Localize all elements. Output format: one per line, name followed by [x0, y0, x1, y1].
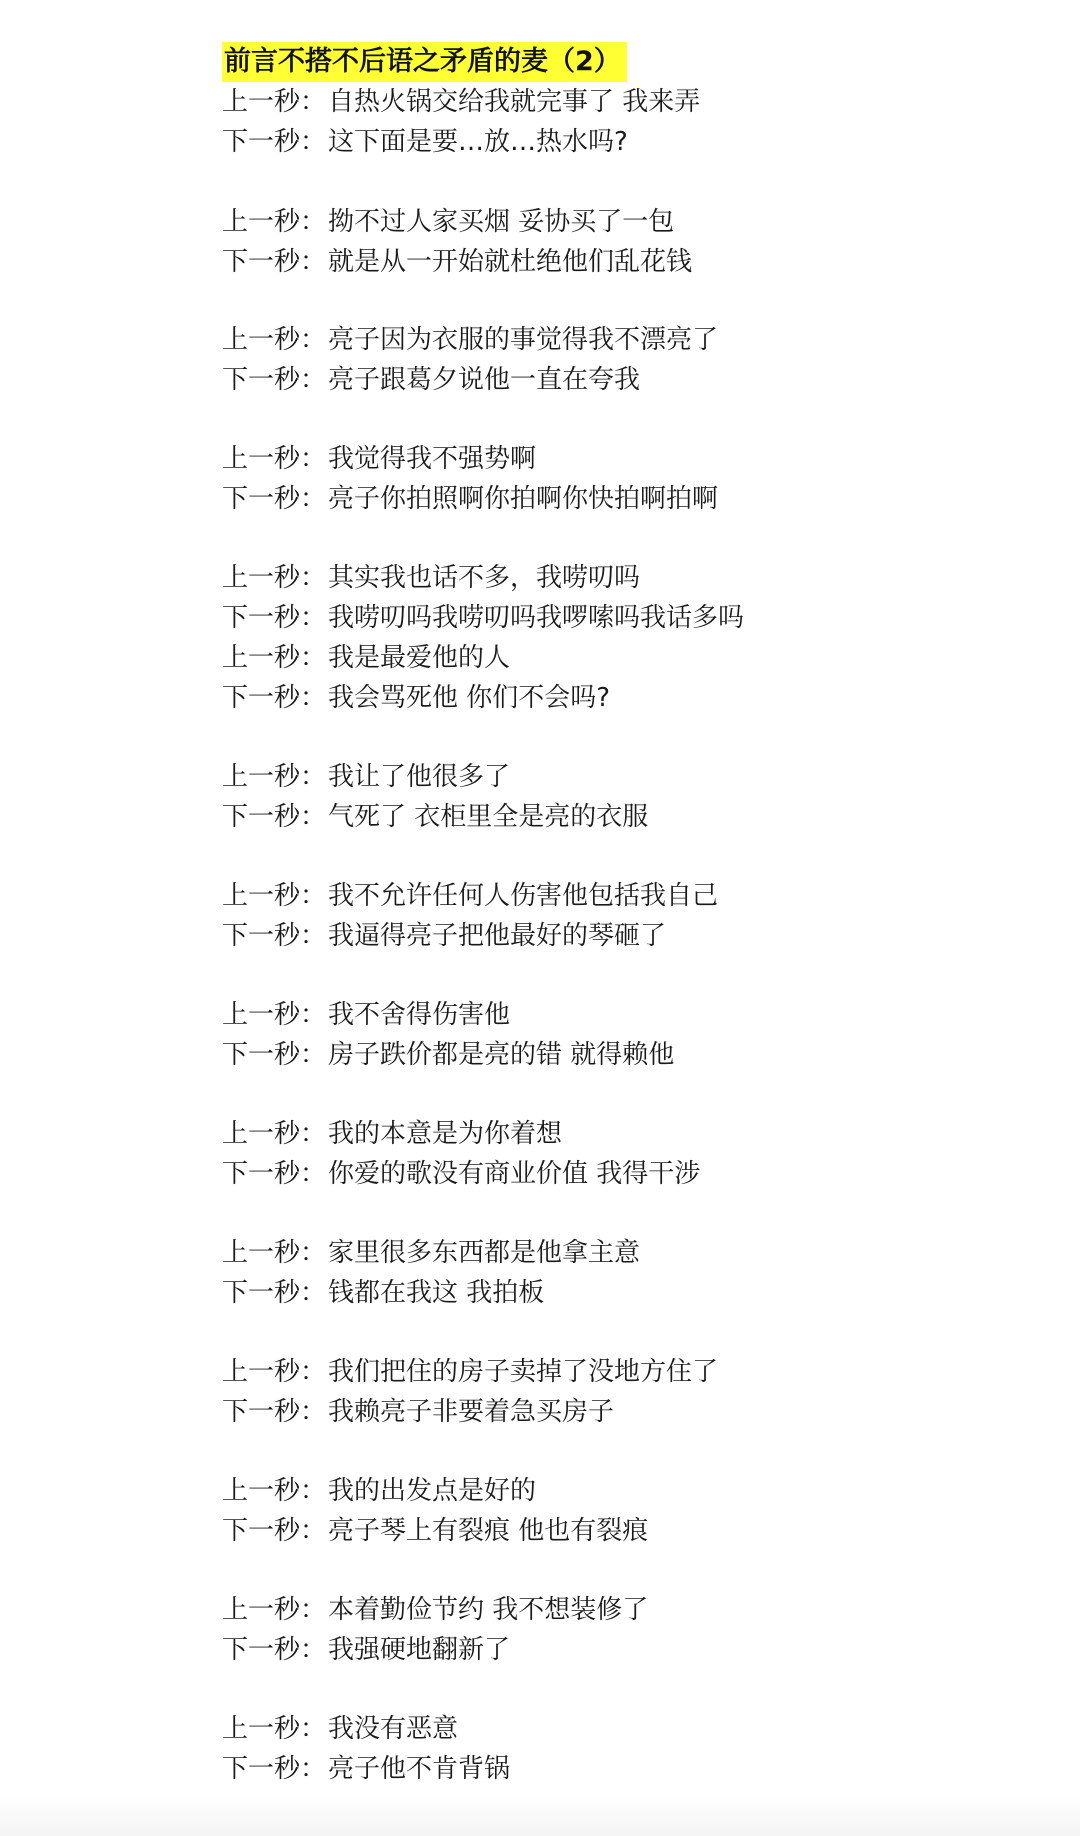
line-label: 下一秒： — [222, 1635, 327, 1665]
line-text: 我会骂死他 你们不会吗? — [328, 683, 611, 713]
text-line — [222, 558, 640, 598]
text-line — [222, 1471, 536, 1511]
line-text: 我强硬地翻新了 — [328, 1635, 511, 1665]
line-label: 上一秒： — [222, 1476, 327, 1506]
line-label: 上一秒： — [222, 1238, 327, 1268]
line-text: 我不舍得伤害他 — [328, 1000, 511, 1030]
line-text: 气死了 衣柜里全是亮的衣服 — [328, 802, 649, 832]
line-text: 我觉得我不强势啊 — [328, 444, 537, 474]
line-label: 下一秒： — [222, 921, 327, 951]
line-label: 下一秒： — [222, 1397, 327, 1427]
text-line — [222, 122, 628, 162]
text-line — [222, 439, 536, 479]
line-label: 上一秒： — [222, 762, 327, 792]
line-text: 亮子琴上有裂痕 他也有裂痕 — [328, 1516, 649, 1546]
text-line — [222, 1035, 674, 1075]
line-label: 上一秒： — [222, 444, 327, 474]
text-line — [222, 320, 718, 360]
text-line — [222, 1154, 700, 1194]
line-label: 下一秒： — [222, 603, 327, 633]
text-line — [222, 1749, 510, 1789]
text-line — [222, 916, 666, 956]
text-line — [222, 360, 640, 400]
line-text: 我逼得亮子把他最好的琴砸了 — [328, 921, 667, 951]
line-text: 亮子跟葛夕说他一直在夸我 — [328, 365, 641, 395]
line-label: 上一秒： — [222, 87, 327, 117]
text-line — [222, 678, 610, 718]
line-label: 上一秒： — [222, 643, 327, 673]
text-line — [222, 1114, 562, 1154]
text-line — [222, 598, 744, 638]
text-line — [222, 1273, 544, 1313]
line-text: 我们把住的房子卖掉了没地方住了 — [328, 1357, 719, 1387]
line-label: 上一秒： — [222, 325, 327, 355]
line-label: 上一秒： — [222, 563, 327, 593]
line-text: 家里很多东西都是他拿主意 — [328, 1238, 641, 1268]
line-label: 下一秒： — [222, 127, 327, 157]
line-label: 下一秒： — [222, 365, 327, 395]
line-text: 本着勤俭节约 我不想装修了 — [328, 1595, 649, 1625]
text-line — [222, 82, 700, 122]
text-line — [222, 1511, 648, 1551]
text-line — [222, 1709, 458, 1749]
line-text: 亮子因为衣服的事觉得我不漂亮了 — [328, 325, 719, 355]
line-label: 上一秒： — [222, 1714, 327, 1744]
line-text: 就是从一开始就杜绝他们乱花钱 — [328, 247, 693, 277]
document-title: 前言不搭不后语之矛盾的麦（2） — [222, 42, 627, 82]
line-text: 房子跌价都是亮的错 就得赖他 — [328, 1040, 675, 1070]
line-text: 亮子他不肯背锅 — [328, 1754, 511, 1784]
line-text: 我让了他很多了 — [328, 762, 511, 792]
line-label: 下一秒： — [222, 1159, 327, 1189]
text-line — [222, 638, 510, 678]
text-line — [222, 1392, 614, 1432]
line-text: 你爱的歌没有商业价值 我得干涉 — [328, 1159, 701, 1189]
text-line — [222, 242, 692, 282]
line-label: 下一秒： — [222, 683, 327, 713]
text-line — [222, 995, 510, 1035]
text-line — [222, 202, 674, 242]
text-line — [222, 757, 510, 797]
text-line — [222, 876, 718, 916]
text-line — [222, 479, 718, 519]
line-label: 下一秒： — [222, 1516, 327, 1546]
text-line — [222, 1630, 510, 1670]
line-text: 我赖亮子非要着急买房子 — [328, 1397, 615, 1427]
line-label: 上一秒： — [222, 1357, 327, 1387]
line-label: 下一秒： — [222, 1278, 327, 1308]
line-text: 我的本意是为你着想 — [328, 1119, 563, 1149]
line-text: 这下面是要…放…热水吗? — [328, 127, 628, 157]
line-label: 下一秒： — [222, 1040, 327, 1070]
line-text: 我唠叨吗我唠叨吗我啰嗦吗我话多吗 — [328, 603, 745, 633]
page-bottom-edge — [0, 1796, 1080, 1836]
line-label: 上一秒： — [222, 1595, 327, 1625]
line-label: 下一秒： — [222, 802, 327, 832]
text-line — [222, 1352, 718, 1392]
text-line — [222, 797, 648, 837]
line-text: 自热火锅交给我就完事了 我来弄 — [328, 87, 701, 117]
line-label: 下一秒： — [222, 1754, 327, 1784]
line-text: 我没有恶意 — [328, 1714, 459, 1744]
line-label: 上一秒： — [222, 207, 327, 237]
line-text: 其实我也话不多，我唠叨吗 — [328, 563, 641, 593]
text-line — [222, 1233, 640, 1273]
line-text: 钱都在我这 我拍板 — [328, 1278, 545, 1308]
line-label: 下一秒： — [222, 484, 327, 514]
line-text: 我不允许任何人伤害他包括我自己 — [328, 881, 719, 911]
line-text: 我的出发点是好的 — [328, 1476, 537, 1506]
line-label: 上一秒： — [222, 881, 327, 911]
line-label: 上一秒： — [222, 1000, 327, 1030]
line-text: 拗不过人家买烟 妥协买了一包 — [328, 207, 675, 237]
text-line — [222, 1590, 648, 1630]
line-text: 亮子你拍照啊你拍啊你快拍啊拍啊 — [328, 484, 719, 514]
line-label: 上一秒： — [222, 1119, 327, 1149]
line-text: 我是最爱他的人 — [328, 643, 511, 673]
line-label: 下一秒： — [222, 247, 327, 277]
